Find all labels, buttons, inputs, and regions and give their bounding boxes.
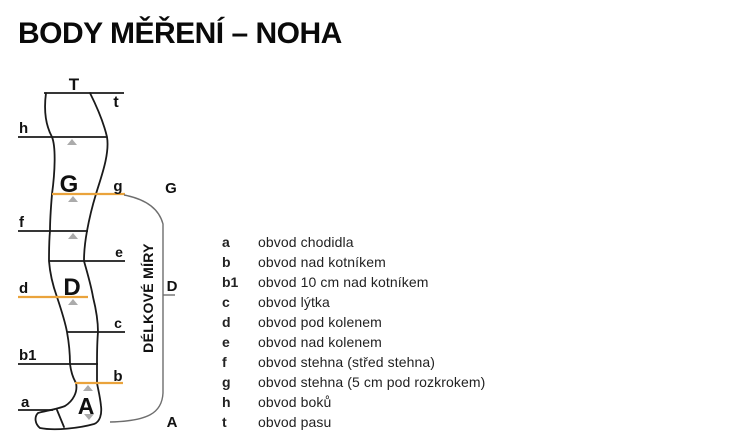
legend-row-f [222, 352, 485, 372]
legend-key: b1 [222, 274, 239, 290]
legend-text: obvod chodidla [258, 234, 354, 250]
legend-key: a [222, 234, 230, 250]
legend-key: b [222, 254, 231, 270]
label-T: T [68, 75, 80, 94]
foot-instep-line [57, 410, 64, 427]
legend-key: e [222, 334, 230, 350]
legend-text: obvod boků [258, 394, 332, 410]
legend-row-b1 [222, 272, 485, 292]
marker-triangle-f [68, 233, 78, 239]
label-g-red: g [113, 178, 123, 195]
label-G-bracket: G [165, 180, 177, 197]
label-t: t [113, 94, 119, 111]
legend-row-b [222, 252, 485, 272]
legend-key: c [222, 294, 230, 310]
legend-key: f [222, 354, 227, 370]
legend-text: obvod pasu [258, 414, 332, 430]
legend-text: obvod 10 cm nad kotníkem [258, 274, 429, 290]
legend-row-g [222, 372, 485, 392]
legend-key: g [222, 374, 231, 390]
legend-text: obvod stehna (střed stehna) [258, 354, 436, 370]
label-a: a [21, 394, 30, 411]
legend-text: obvod pod kolenem [258, 314, 382, 330]
label-A-bracket: A [166, 414, 178, 431]
legend-row-d [222, 312, 485, 332]
legend-row-h [222, 392, 485, 412]
label-b-red: b [113, 368, 123, 385]
marker-triangle-h [67, 139, 77, 145]
label-length-measures-vertical: DÉLKOVÉ MÍRY [140, 243, 156, 353]
label-A-large: A [77, 393, 95, 419]
legend-text: obvod stehna (5 cm pod rozkrokem) [258, 374, 486, 390]
legend-key: h [222, 394, 231, 410]
label-G-large: G [59, 171, 79, 198]
label-f: f [19, 214, 24, 231]
legend-row-c [222, 292, 485, 312]
legend-text: obvod nad kotníkem [258, 254, 386, 270]
label-D-bracket: D [166, 278, 178, 295]
legend-row-a [222, 232, 485, 252]
legend-text: obvod nad kolenem [258, 334, 382, 350]
page-title: BODY MĚŘENÍ – NOHA [18, 17, 342, 50]
marker-triangle-b [83, 385, 93, 391]
legend-key: t [222, 414, 227, 430]
legend-key: d [222, 314, 231, 330]
label-e: e [115, 244, 123, 260]
label-D-large: D [63, 274, 81, 301]
label-d-red: d [19, 280, 29, 297]
label-b1: b1 [19, 347, 37, 364]
label-h: h [19, 120, 29, 137]
legend-text: obvod lýtka [258, 294, 330, 310]
legend-row-e [222, 332, 485, 352]
leg-measurement-diagram [0, 0, 205, 441]
label-c: c [114, 315, 122, 331]
legend [222, 232, 485, 432]
legend-row-t [222, 412, 485, 432]
